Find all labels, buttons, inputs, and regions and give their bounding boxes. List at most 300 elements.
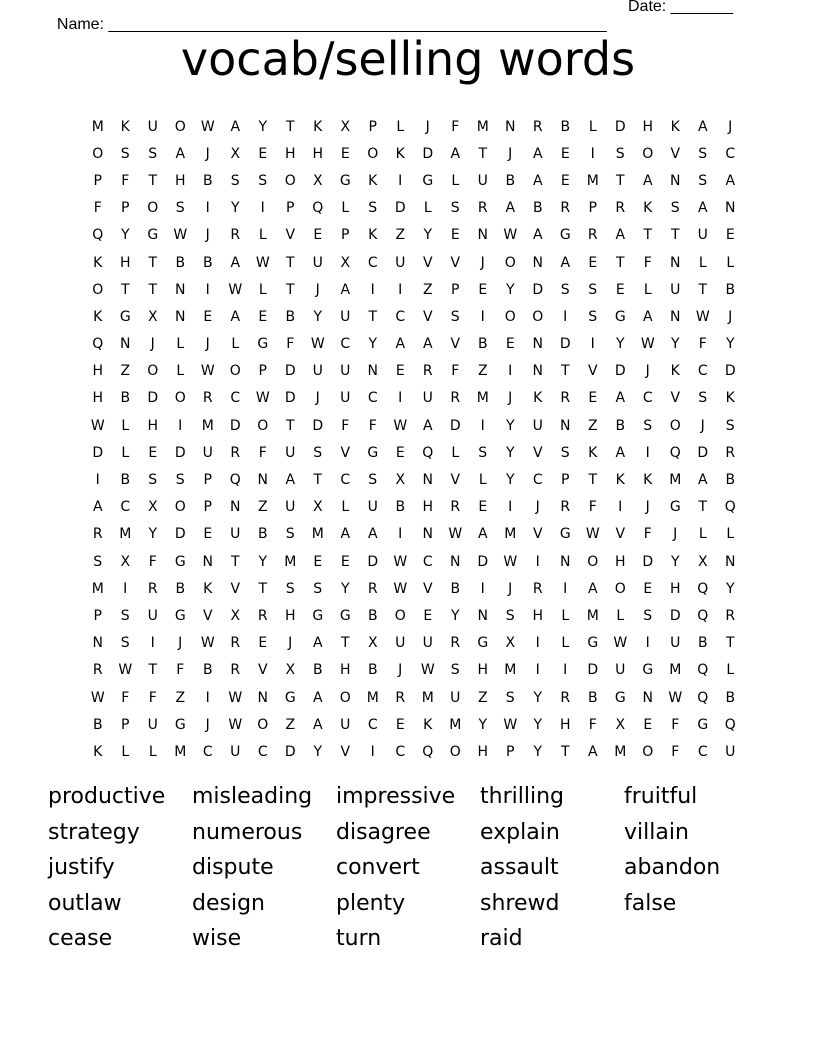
grid-letter: R: [92, 662, 103, 679]
grid-letter: Q: [422, 444, 434, 461]
grid-letter: G: [339, 607, 351, 624]
grid-row: [84, 331, 744, 358]
grid-letter: D: [284, 390, 296, 407]
grid-letter: Y: [615, 336, 625, 353]
grid-letter: F: [148, 553, 157, 570]
grid-letter: Y: [258, 118, 268, 135]
grid-letter: B: [312, 662, 323, 679]
grid-letter: G: [477, 635, 489, 652]
grid-letter: Z: [477, 689, 488, 706]
grid-letter: T: [698, 499, 708, 516]
grid-letter: K: [670, 363, 680, 380]
grid-letter: B: [120, 472, 131, 489]
grid-letter: C: [367, 390, 378, 407]
grid-letter: S: [120, 607, 130, 624]
grid-letter: W: [668, 689, 683, 706]
grid-letter: M: [586, 607, 599, 624]
grid-letter: U: [532, 417, 543, 434]
grid-letter: T: [313, 472, 323, 489]
grid-letter: S: [285, 526, 295, 543]
grid-letter: U: [340, 308, 351, 325]
word-list-item: abandon: [624, 855, 721, 880]
grid-letter: F: [176, 662, 185, 679]
grid-letter: E: [560, 145, 570, 162]
grid-letter: F: [643, 254, 652, 271]
grid-letter: J: [150, 336, 155, 353]
grid-letter: J: [508, 145, 513, 162]
grid-letter: V: [202, 607, 213, 624]
grid-letter: P: [121, 200, 130, 217]
grid-letter: W: [503, 227, 518, 244]
grid-letter: X: [395, 472, 406, 489]
grid-letter: X: [697, 553, 708, 570]
grid-row: [84, 439, 744, 466]
grid-letter: I: [95, 472, 100, 489]
grid-letter: W: [90, 689, 105, 706]
grid-letter: R: [725, 607, 736, 624]
grid-letter: N: [202, 553, 213, 570]
grid-letter: M: [586, 172, 599, 189]
grid-letter: H: [532, 607, 544, 624]
grid-letter: K: [120, 118, 130, 135]
grid-letter: B: [120, 390, 131, 407]
word-list-item: impressive: [336, 784, 456, 809]
grid-letter: A: [230, 308, 241, 325]
grid-letter: O: [339, 689, 351, 706]
grid-letter: P: [341, 227, 350, 244]
grid-letter: S: [670, 200, 680, 217]
grid-letter: E: [505, 336, 515, 353]
grid-letter: S: [313, 580, 323, 597]
word-list-item: outlaw: [48, 890, 122, 916]
grid-letter: D: [92, 444, 104, 461]
grid-letter: B: [367, 607, 378, 624]
grid-letter: D: [559, 336, 571, 353]
grid-letter: K: [368, 172, 378, 189]
grid-letter: Y: [670, 553, 680, 570]
grid-letter: B: [560, 118, 571, 135]
grid-letter: J: [205, 227, 210, 244]
grid-letter: W: [173, 227, 188, 244]
grid-letter: Y: [725, 336, 735, 353]
word-list-item: turn: [336, 926, 382, 951]
grid-letter: M: [91, 580, 104, 597]
word-list-item: villain: [624, 819, 689, 845]
grid-letter: L: [176, 336, 185, 353]
grid-letter: L: [726, 526, 735, 543]
grid-letter: T: [340, 635, 350, 652]
grid-letter: J: [425, 118, 430, 135]
grid-letter: T: [560, 743, 570, 760]
grid-letter: U: [285, 499, 296, 516]
grid-letter: U: [477, 172, 488, 189]
grid-letter: V: [230, 580, 241, 597]
grid-letter: B: [450, 580, 461, 597]
word-list-item: misleading: [192, 784, 313, 809]
grid-letter: L: [121, 417, 130, 434]
grid-letter: J: [205, 145, 210, 162]
grid-letter: P: [93, 172, 102, 189]
word-list-item: shrewd: [480, 890, 560, 916]
grid-letter: N: [670, 172, 681, 189]
grid-row: [84, 276, 744, 303]
grid-letter: S: [450, 308, 460, 325]
grid-letter: L: [616, 607, 625, 624]
grid-letter: I: [535, 553, 540, 570]
grid-letter: L: [698, 254, 707, 271]
grid-letter: V: [532, 526, 543, 543]
grid-letter: S: [643, 417, 653, 434]
grid-letter: N: [642, 689, 653, 706]
grid-letter: M: [449, 716, 462, 733]
grid-letter: I: [398, 390, 403, 407]
word-list-item: numerous: [192, 819, 303, 845]
grid-letter: I: [563, 662, 568, 679]
grid-letter: M: [476, 390, 489, 407]
grid-letter: U: [395, 635, 406, 652]
grid-letter: O: [367, 145, 379, 162]
grid-letter: G: [559, 526, 571, 543]
grid-letter: N: [560, 553, 571, 570]
grid-letter: R: [257, 607, 268, 624]
grid-letter: C: [120, 499, 131, 516]
grid-letter: Y: [478, 716, 488, 733]
grid-letter: L: [588, 118, 597, 135]
grid-letter: C: [340, 336, 351, 353]
grid-letter: G: [587, 635, 599, 652]
grid-letter: Y: [505, 472, 515, 489]
grid-letter: D: [449, 417, 461, 434]
grid-letter: J: [205, 336, 210, 353]
grid-letter: O: [587, 553, 599, 570]
grid-letter: P: [203, 472, 212, 489]
grid-letter: L: [451, 444, 460, 461]
grid-letter: B: [615, 417, 626, 434]
grid-letter: R: [532, 118, 543, 135]
grid-letter: C: [725, 145, 736, 162]
grid-letter: P: [121, 716, 130, 733]
grid-letter: F: [643, 526, 652, 543]
grid-letter: C: [422, 553, 433, 570]
grid-letter: T: [285, 254, 295, 271]
grid-letter: E: [643, 580, 653, 597]
grid-letter: N: [532, 363, 543, 380]
grid-letter: J: [205, 716, 210, 733]
grid-letter: A: [312, 716, 323, 733]
word-list: [48, 779, 768, 957]
grid-letter: D: [394, 200, 406, 217]
grid-letter: B: [725, 472, 736, 489]
grid-letter: A: [450, 145, 461, 162]
grid-letter: W: [393, 553, 408, 570]
word-list-item: productive: [48, 784, 166, 809]
grid-letter: P: [286, 200, 295, 217]
grid-letter: W: [393, 580, 408, 597]
grid-letter: B: [202, 254, 213, 271]
grid-letter: C: [642, 390, 653, 407]
grid-letter: C: [532, 472, 543, 489]
grid-letter: U: [670, 281, 681, 298]
grid-letter: Y: [313, 743, 323, 760]
grid-letter: B: [725, 281, 736, 298]
grid-letter: T: [725, 635, 735, 652]
grid-letter: U: [340, 390, 351, 407]
grid-letter: R: [92, 526, 103, 543]
grid-letter: S: [313, 444, 323, 461]
grid-letter: F: [671, 716, 680, 733]
grid-letter: T: [258, 580, 268, 597]
grid-letter: G: [367, 444, 379, 461]
grid-letter: C: [367, 254, 378, 271]
grid-letter: O: [174, 118, 186, 135]
grid-letter: K: [423, 716, 433, 733]
grid-letter: R: [230, 227, 241, 244]
grid-letter: Y: [505, 281, 515, 298]
grid-letter: N: [532, 336, 543, 353]
grid-letter: L: [561, 635, 570, 652]
grid-letter: T: [643, 227, 653, 244]
grid-letter: G: [697, 716, 709, 733]
grid-letter: N: [725, 200, 736, 217]
grid-letter: X: [147, 308, 158, 325]
word-list-item: plenty: [336, 890, 406, 916]
grid-letter: H: [147, 417, 159, 434]
grid-letter: S: [560, 444, 570, 461]
grid-letter: E: [560, 172, 570, 189]
grid-letter: X: [147, 499, 158, 516]
grid-letter: A: [642, 172, 653, 189]
grid-letter: X: [340, 254, 351, 271]
grid-letter: R: [560, 499, 571, 516]
grid-letter: F: [588, 499, 597, 516]
grid-letter: E: [258, 308, 268, 325]
grid-letter: O: [92, 145, 104, 162]
grid-letter: L: [451, 172, 460, 189]
grid-letter: V: [615, 526, 626, 543]
grid-letter: W: [228, 689, 243, 706]
grid-row: [84, 167, 744, 194]
grid-letter: Y: [313, 308, 323, 325]
grid-letter: U: [147, 607, 158, 624]
grid-letter: E: [395, 363, 405, 380]
grid-letter: T: [670, 227, 680, 244]
grid-letter: A: [367, 526, 378, 543]
grid-letter: K: [643, 200, 653, 217]
grid-letter: X: [312, 499, 323, 516]
grid-letter: W: [228, 716, 243, 733]
grid-letter: U: [285, 444, 296, 461]
grid-letter: O: [449, 743, 461, 760]
grid-letter: G: [614, 689, 626, 706]
grid-letter: B: [285, 308, 296, 325]
grid-letter: E: [340, 145, 350, 162]
grid-letter: X: [230, 607, 241, 624]
grid-letter: U: [312, 254, 323, 271]
grid-letter: S: [148, 145, 158, 162]
grid-letter: I: [398, 281, 403, 298]
word-list-item: convert: [336, 855, 420, 880]
grid-row: [84, 602, 744, 629]
grid-letter: B: [725, 689, 736, 706]
grid-letter: K: [93, 743, 103, 760]
grid-letter: V: [285, 227, 296, 244]
grid-row: [84, 249, 744, 276]
grid-letter: B: [697, 635, 708, 652]
grid-letter: E: [615, 281, 625, 298]
grid-letter: S: [615, 145, 625, 162]
grid-letter: P: [561, 472, 570, 489]
grid-letter: J: [480, 254, 485, 271]
grid-letter: Y: [340, 580, 350, 597]
grid-letter: A: [285, 472, 296, 489]
grid-letter: I: [590, 145, 595, 162]
grid-letter: W: [640, 336, 655, 353]
grid-letter: K: [615, 472, 625, 489]
grid-row: [84, 521, 744, 548]
grid-letter: L: [121, 743, 130, 760]
grid-letter: T: [588, 472, 598, 489]
grid-letter: I: [590, 336, 595, 353]
grid-letter: W: [255, 390, 270, 407]
grid-letter: I: [260, 200, 265, 217]
grid-letter: E: [313, 553, 323, 570]
grid-letter: R: [450, 635, 461, 652]
grid-row: [84, 575, 744, 602]
grid-letter: Q: [92, 227, 104, 244]
grid-letter: T: [230, 553, 240, 570]
grid-letter: L: [176, 363, 185, 380]
grid-letter: D: [532, 281, 544, 298]
grid-letter: S: [258, 172, 268, 189]
grid-letter: I: [123, 580, 128, 597]
grid-letter: W: [393, 417, 408, 434]
grid-letter: S: [368, 472, 378, 489]
grid-letter: R: [147, 580, 158, 597]
word-list-item: strategy: [48, 819, 140, 845]
grid-letter: S: [175, 200, 185, 217]
grid-letter: D: [147, 390, 159, 407]
grid-letter: B: [202, 662, 213, 679]
grid-letter: F: [258, 444, 267, 461]
grid-letter: U: [147, 118, 158, 135]
grid-letter: I: [205, 689, 210, 706]
grid-letter: B: [175, 580, 186, 597]
grid-letter: Y: [450, 607, 460, 624]
grid-letter: A: [587, 580, 598, 597]
grid-letter: Q: [697, 580, 709, 597]
grid-letter: Z: [422, 281, 433, 298]
grid-letter: G: [147, 227, 159, 244]
grid-letter: E: [395, 716, 405, 733]
grid-letter: G: [174, 553, 186, 570]
grid-letter: A: [505, 200, 516, 217]
grid-letter: K: [313, 118, 323, 135]
grid-letter: A: [477, 526, 488, 543]
grid-letter: E: [313, 227, 323, 244]
grid-letter: S: [120, 145, 130, 162]
grid-letter: A: [395, 336, 406, 353]
grid-letter: A: [615, 444, 626, 461]
grid-letter: H: [339, 662, 351, 679]
grid-letter: V: [450, 336, 461, 353]
grid-letter: K: [725, 390, 735, 407]
grid-letter: W: [200, 635, 215, 652]
grid-row: [84, 412, 744, 439]
grid-letter: Q: [697, 662, 709, 679]
grid-letter: T: [560, 363, 570, 380]
grid-letter: L: [341, 200, 350, 217]
grid-letter: R: [560, 689, 571, 706]
grid-letter: S: [120, 635, 130, 652]
word-list-item: assault: [480, 855, 559, 880]
grid-letter: U: [312, 363, 323, 380]
grid-letter: A: [532, 172, 543, 189]
grid-letter: H: [92, 390, 104, 407]
grid-letter: T: [285, 281, 295, 298]
grid-letter: X: [615, 716, 626, 733]
grid-letter: D: [229, 417, 241, 434]
grid-letter: N: [422, 526, 433, 543]
grid-letter: A: [697, 200, 708, 217]
grid-letter: J: [645, 363, 650, 380]
grid-letter: L: [258, 281, 267, 298]
grid-letter: K: [368, 227, 378, 244]
grid-letter: A: [230, 254, 241, 271]
grid-letter: S: [588, 281, 598, 298]
grid-letter: Q: [312, 200, 324, 217]
grid-letter: F: [286, 336, 295, 353]
grid-letter: S: [698, 145, 708, 162]
grid-letter: W: [200, 363, 215, 380]
grid-letter: R: [422, 363, 433, 380]
grid-letter: O: [504, 308, 516, 325]
grid-letter: C: [395, 743, 406, 760]
grid-letter: S: [725, 417, 735, 434]
grid-letter: U: [340, 363, 351, 380]
word-list-item: raid: [480, 926, 523, 951]
grid-letter: E: [203, 308, 213, 325]
grid-letter: I: [508, 363, 513, 380]
word-list-item: wise: [192, 926, 242, 951]
grid-letter: A: [92, 499, 103, 516]
grid-letter: R: [615, 200, 626, 217]
grid-letter: I: [370, 743, 375, 760]
grid-letter: V: [670, 390, 681, 407]
grid-letter: T: [285, 118, 295, 135]
grid-letter: O: [147, 363, 159, 380]
grid-letter: O: [504, 254, 516, 271]
grid-letter: F: [451, 118, 460, 135]
grid-letter: I: [205, 200, 210, 217]
grid-letter: D: [312, 417, 324, 434]
grid-letter: H: [284, 145, 296, 162]
grid-letter: X: [285, 662, 296, 679]
grid-letter: C: [367, 716, 378, 733]
grid-letter: R: [230, 635, 241, 652]
word-list-item: justify: [48, 855, 115, 880]
grid-letter: C: [697, 363, 708, 380]
grid-letter: B: [395, 499, 406, 516]
grid-letter: S: [643, 607, 653, 624]
grid-letter: P: [451, 281, 460, 298]
grid-letter: J: [508, 580, 513, 597]
grid-letter: N: [175, 308, 186, 325]
grid-letter: U: [450, 689, 461, 706]
grid-letter: U: [340, 716, 351, 733]
grid-letter: D: [587, 662, 599, 679]
grid-letter: T: [285, 417, 295, 434]
grid-letter: L: [643, 281, 652, 298]
